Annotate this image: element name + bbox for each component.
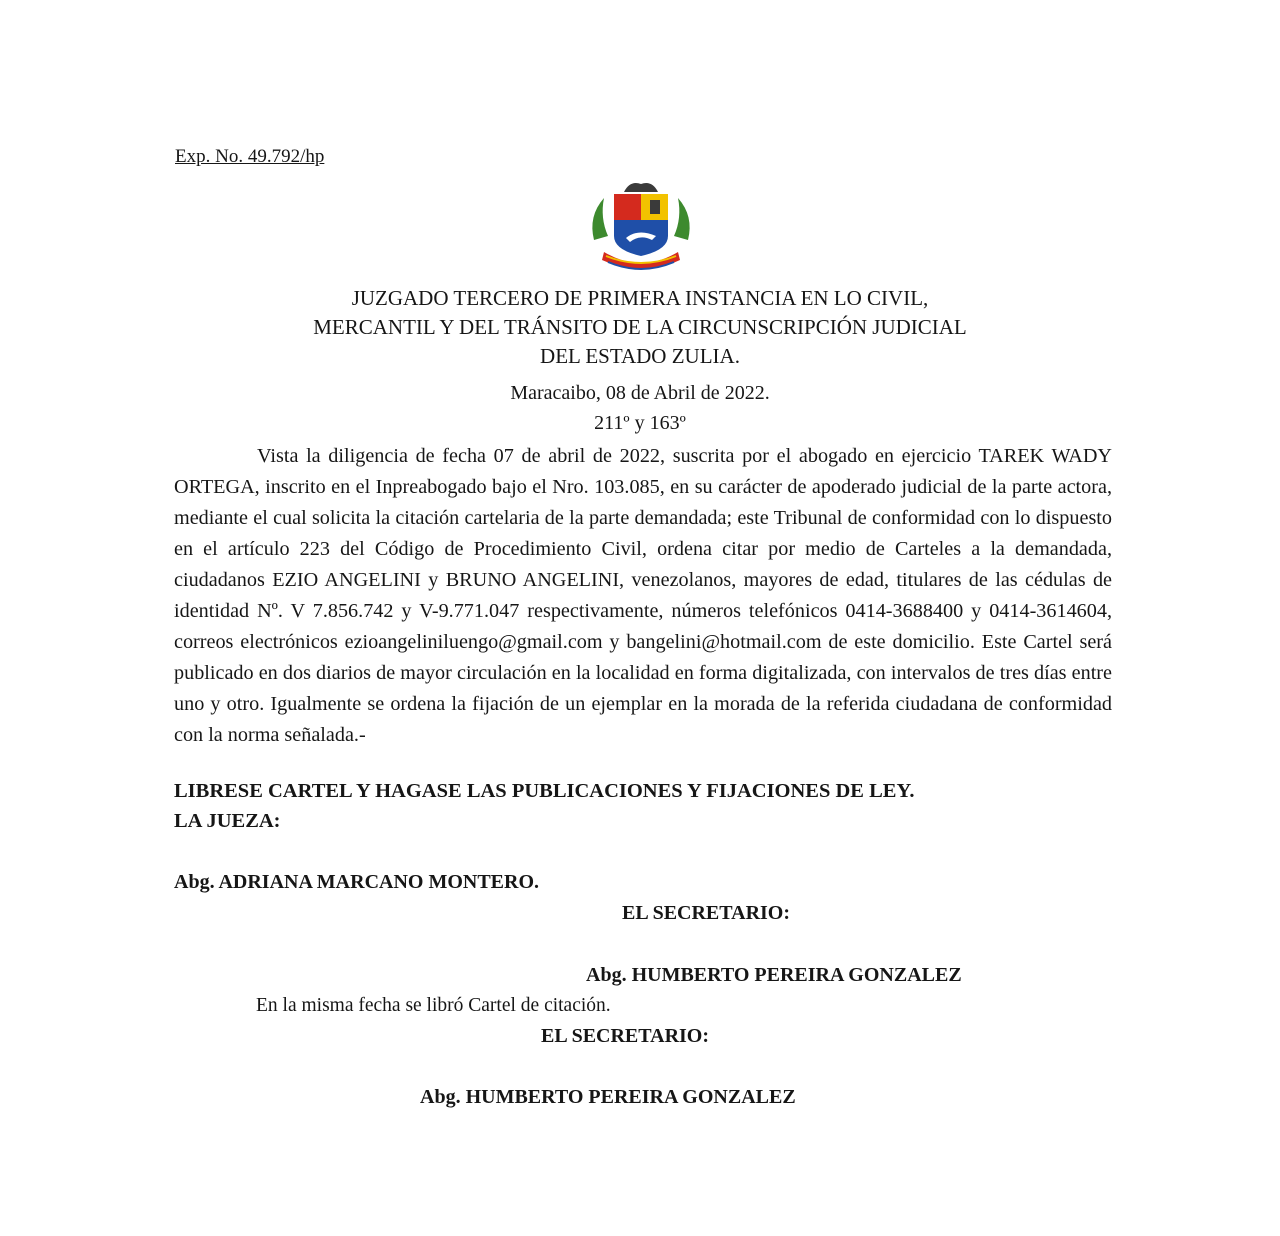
case-number: Exp. No. 49.792/hp [175, 146, 325, 167]
heading-line: MERCANTIL Y DEL TRÁNSITO DE LA CIRCUNSCRIPCIÓN JUDICIAL [313, 315, 967, 339]
heading-line: DEL ESTADO ZULIA. [540, 344, 740, 368]
body-paragraph [174, 441, 1112, 751]
place-date: Maracaibo, 08 de Abril de 2022. [510, 382, 770, 404]
secretary-title: EL SECRETARIO: [622, 902, 791, 924]
years-label: 211º y 163º [594, 412, 686, 434]
coat-of-arms-icon [586, 178, 696, 274]
date-block [440, 378, 840, 438]
secretary-name: Abg. HUMBERTO PEREIRA GONZALEZ [586, 964, 962, 986]
order-line: LIBRESE CARTEL Y HAGASE LAS PUBLICACIONES Y FIJACIONES DE LEY. [174, 780, 915, 802]
judge-name: Abg. ADRIANA MARCANO MONTERO. [174, 871, 540, 893]
heading-line: JUZGADO TERCERO DE PRIMERA INSTANCIA EN LO CIVIL, [351, 286, 929, 310]
court-heading [200, 284, 1080, 371]
citation-note: En la misma fecha se libró Cartel de citación. [256, 995, 611, 1016]
body-text: Vista la diligencia de fecha 07 de abril de 2022, suscrita por el abogado en ejercicio TAREK WADY ORTEGA, inscrito en el Inpreabogado bajo el Nro. 103.085, en su carácter de apoderado judicial de la parte actora, mediante el cual solicita la citación cartelaria de la parte demandada; este Tribunal de conformidad con lo dispuesto en el artículo 223 del Código de Procedimiento Civil, ordena citar por medio de Carteles a la demandada, ciudadanos EZIO ANGELINI y BRUNO ANGELINI, venezolanos, mayores de edad, titulares de las cédulas de identidad Nº. V 7.856.742 y V-9.771.047 respectivamente, números telefónicos 0414-3688400 y 0414-3614604, correos electrónicos ezioangeliniluengo@gmail.com y bangelini@hotmail.com de este domicilio. Este Cartel será publicado en dos diarios de mayor circulación en la localidad en forma digitalizada, con intervalos de tres días entre uno y otro. Igualmente se ordena la fijación de un ejemplar en la morada de la referida ciudadana de conformidad con la norma señalada.- [174, 445, 1112, 746]
secretary-name: Abg. HUMBERTO PEREIRA GONZALEZ [420, 1086, 796, 1108]
judge-title: LA JUEZA: [174, 810, 281, 832]
secretary-title: EL SECRETARIO: [541, 1025, 710, 1047]
